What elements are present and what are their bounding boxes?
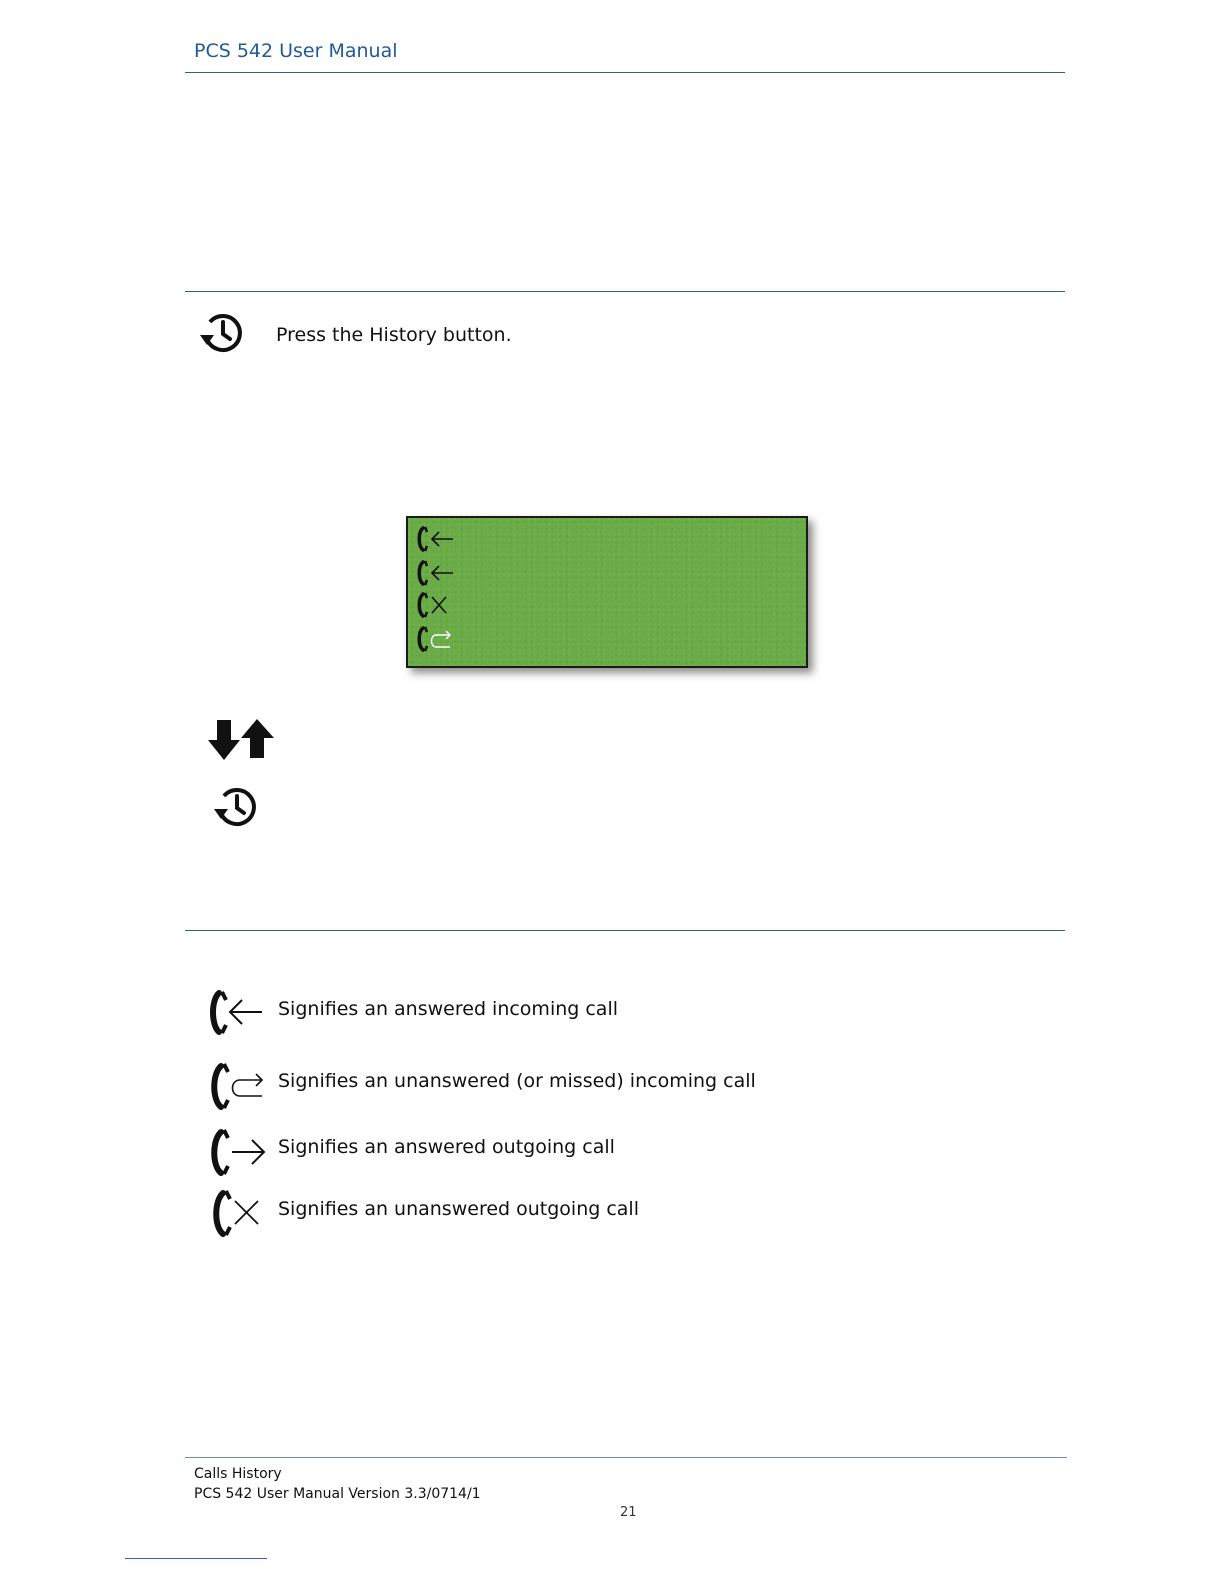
history-icon bbox=[212, 782, 262, 832]
legend-item-answered-incoming bbox=[208, 988, 908, 1038]
history-icon bbox=[198, 308, 248, 358]
legend-text: Signifies an unanswered outgoing call bbox=[278, 1198, 639, 1220]
answered-incoming-call-icon bbox=[416, 524, 456, 554]
legend-text: Signifies an unanswered (or missed) incoming call bbox=[278, 1070, 756, 1092]
unanswered-outgoing-call-icon bbox=[416, 590, 456, 620]
page-header-title: PCS 542 User Manual bbox=[194, 40, 398, 62]
answered-outgoing-call-icon bbox=[208, 1126, 270, 1176]
legend-text: Signifies an answered incoming call bbox=[278, 998, 619, 1020]
footer-version: PCS 542 User Manual Version 3.3/0714/1 bbox=[194, 1486, 481, 1502]
footer-rule bbox=[185, 1457, 1067, 1458]
footer-section: Calls History bbox=[194, 1466, 282, 1482]
footnote-rule bbox=[125, 1558, 267, 1559]
answered-incoming-call-icon bbox=[416, 558, 456, 588]
missed-incoming-call-icon bbox=[416, 624, 456, 654]
legend-item-missed-incoming bbox=[208, 1060, 908, 1110]
answered-incoming-call-icon bbox=[208, 988, 270, 1038]
lcd-display bbox=[406, 516, 808, 668]
header-rule bbox=[185, 72, 1065, 73]
section-rule-top bbox=[185, 291, 1065, 292]
legend-item-unanswered-outgoing bbox=[208, 1188, 908, 1238]
page-number: 21 bbox=[620, 1505, 637, 1520]
down-up-arrows-icon bbox=[206, 718, 278, 764]
legend-item-answered-outgoing bbox=[208, 1126, 908, 1176]
section-rule-legend bbox=[185, 930, 1065, 931]
missed-incoming-call-icon bbox=[208, 1060, 270, 1110]
step-instruction: Press the History button. bbox=[276, 324, 512, 346]
unanswered-outgoing-call-icon bbox=[208, 1188, 270, 1238]
legend-text: Signifies an answered outgoing call bbox=[278, 1136, 615, 1158]
